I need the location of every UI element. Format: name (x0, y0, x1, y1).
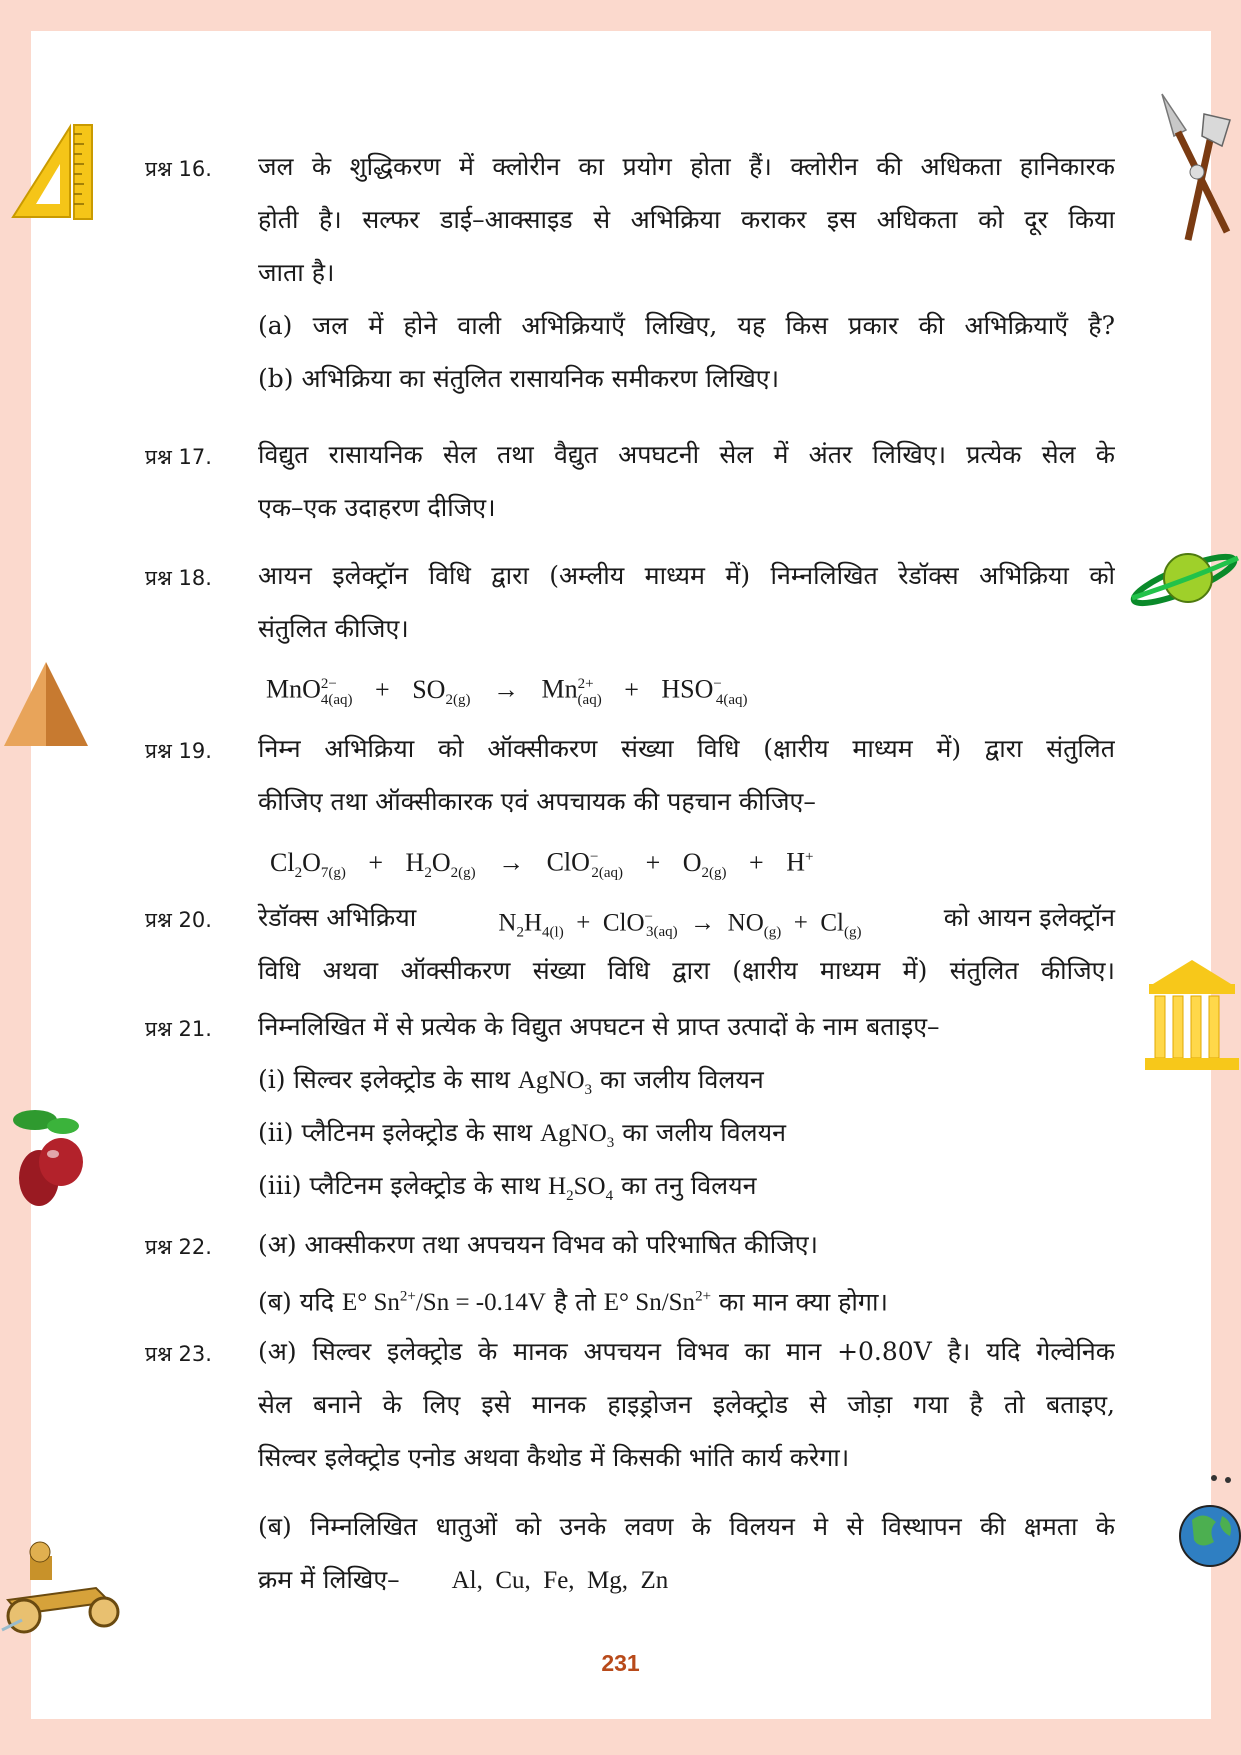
question-text-line: विधि अथवा ऑक्सीकरण संख्या विधि द्वारा (क्षारीय माध्यम में) संतुलित कीजिए। (258, 956, 1115, 985)
fruit-icon (5, 1106, 91, 1210)
question-label: प्रश्न 19. (145, 739, 212, 763)
question-text-line: सिल्वर इलेक्ट्रोड एनोड अथवा कैथोड में किसकी भांति कार्य करेगा। (258, 1443, 850, 1472)
question-text-line: विद्युत रासायनिक सेल तथा वैद्युत अपघटनी सेल में अंतर लिखिए। प्रत्येक सेल के (258, 440, 1115, 469)
question-text-line: होती है। सल्फर डाई–आक्साइड से अभिक्रिया कराकर इस अधिकता को दूर किया (258, 205, 1115, 234)
list-item: (iii) प्लैटिनम इलेक्ट्रोड के साथ $H_2SO_4$ का तनु विलयन (258, 1171, 757, 1204)
question-text-line: क्रम में लिखिए– Al, Cu, Fe, Mg, Zn (258, 1565, 669, 1594)
chemical-equation: $Cl_2O_{7(g)} + H_2O_{2(g)} \to ClO^-_{2(aq)} + O_{2(g)} + H^+$ (270, 847, 814, 881)
question-label: प्रश्न 16. (145, 157, 212, 181)
chemical-equation: $MnO^{2-}_{4(aq)} + SO_{2(g)} \to Mn^{2+}_{(aq)} + HSO^-_{4(aq)}$ (266, 674, 748, 708)
question-label: प्रश्न 23. (145, 1342, 212, 1366)
question-text-line: जल के शुद्धिकरण में क्लोरीन का प्रयोग होता हैं। क्लोरीन की अधिकता हानिकारक (258, 152, 1115, 181)
sub-question-a: (अ) सिल्वर इलेक्ट्रोड के मानक अपचयन विभव का मान +0.80V है। यदि गेल्वेनिक (258, 1337, 1115, 1366)
question-text-line: निम्न अभिक्रिया को ऑक्सीकरण संख्या विधि (क्षारीय माध्यम में) द्वारा संतुलित (258, 734, 1115, 763)
pyramid-icon (2, 660, 90, 750)
question-text-line: सेल बनाने के लिए इसे मानक हाइड्रोजन इलेक्ट्रोड से जोड़ा गया है तो बताइए, (258, 1390, 1115, 1419)
question-label: प्रश्न 20. (145, 908, 212, 932)
globe-earth-icon (1172, 1470, 1241, 1574)
sub-question-b: (ब) यदि E° $Sn^{2+}/Sn = -0.14V$ है तो E° $Sn/Sn^{2+}$ का मान क्या होगा। (258, 1287, 888, 1317)
sub-question-b: (ब) निम्नलिखित धातुओं को उनके लवण के विलयन मे से विस्थापन की क्षमता के (258, 1512, 1115, 1541)
sub-question-a: (अ) आक्सीकरण तथा अपचयन विभव को परिभाषित कीजिए। (258, 1230, 819, 1259)
question-label: प्रश्न 17. (145, 445, 212, 469)
question-text-line: निम्नलिखित में से प्रत्येक के विद्युत अपघटन से प्राप्त उत्पादों के नाम बताइए– (258, 1012, 940, 1041)
question-text-line: एक–एक उदाहरण दीजिए। (258, 493, 496, 522)
question-label: प्रश्न 22. (145, 1235, 212, 1259)
question-text-line: आयन इलेक्ट्रॉन विधि द्वारा (अम्लीय माध्यम में) निम्नलिखित रेडॉक्स अभिक्रिया को (258, 561, 1115, 590)
sub-question-b: (b) अभिक्रिया का संतुलित रासायनिक समीकरण लिखिए। (258, 364, 780, 393)
spear-axe-tools-icon (1152, 92, 1238, 242)
page-number: 231 (601, 1650, 640, 1676)
question-label: प्रश्न 18. (145, 566, 212, 590)
sub-question-a: (a) जल में होने वाली अभिक्रियाएँ लिखिए, यह किस प्रकार की अभिक्रियाएँ है? (258, 311, 1115, 340)
set-square-ruler-icon (8, 122, 98, 222)
question-text-line: जाता है। (258, 258, 335, 287)
question-text-line: कीजिए तथा ऑक्सीकारक एवं अपचायक की पहचान कीजिए– (258, 787, 816, 816)
question-text-line: संतुलित कीजिए। (258, 614, 409, 643)
list-item: (i) सिल्वर इलेक्ट्रोड के साथ AgNO$_3$ का जलीय विलयन (258, 1065, 764, 1098)
steam-car-icon (0, 1530, 128, 1636)
saturn-planet-icon (1128, 540, 1241, 620)
question-text-line: रेडॉक्स अभिक्रिया $N_2H_{4(l)} + ClO^-_{3(aq)} \to NO_{(g)} + Cl_{(g)}$ को आयन इलेक्ट्रॉन (258, 903, 1115, 941)
greek-temple-icon (1143, 958, 1241, 1074)
list-item: (ii) प्लैटिनम इलेक्ट्रोड के साथ AgNO$_3$ का जलीय विलयन (258, 1118, 786, 1151)
question-label: प्रश्न 21. (145, 1017, 212, 1041)
